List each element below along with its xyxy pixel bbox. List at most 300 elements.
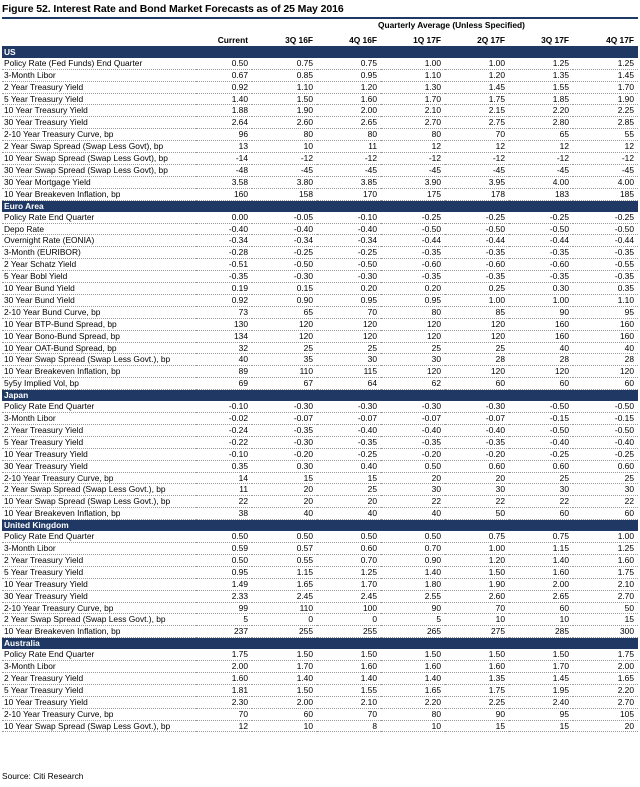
value-cell: 28 — [509, 354, 573, 366]
value-cell: 2.60 — [445, 590, 509, 602]
value-cell: 22 — [573, 496, 638, 508]
value-cell: 134 — [196, 330, 252, 342]
value-cell: 0.35 — [573, 283, 638, 295]
value-cell: 80 — [381, 129, 445, 141]
value-cell: 1.10 — [252, 81, 317, 93]
value-cell: 1.60 — [381, 661, 445, 673]
value-cell: -0.25 — [509, 448, 573, 460]
value-cell: 0.59 — [196, 542, 252, 554]
value-cell: 2.65 — [509, 590, 573, 602]
value-cell: 1.30 — [381, 81, 445, 93]
value-cell: 1.35 — [509, 69, 573, 81]
value-cell: 12 — [509, 141, 573, 153]
value-cell: 120 — [317, 330, 381, 342]
value-cell: -0.51 — [196, 259, 252, 271]
value-cell: -0.30 — [317, 271, 381, 283]
row-label: 10 Year Swap Spread (Swap Less Govt.), bp — [2, 720, 196, 732]
value-cell: 95 — [509, 708, 573, 720]
row-label: 2 Year Schatz Yield — [2, 259, 196, 271]
value-cell: 2.85 — [573, 117, 638, 129]
table-row — [2, 294, 638, 306]
value-cell: 1.60 — [196, 672, 252, 684]
value-cell: 1.50 — [252, 684, 317, 696]
value-cell: 0.30 — [509, 283, 573, 295]
value-cell: -45 — [252, 164, 317, 176]
value-cell: 1.50 — [445, 566, 509, 578]
value-cell: 2.70 — [573, 696, 638, 708]
table-row — [2, 472, 638, 484]
value-cell: 60 — [573, 378, 638, 390]
row-label: 10 Year Swap Spread (Swap Less Govt), bp — [2, 153, 196, 165]
value-cell: -12 — [381, 153, 445, 165]
value-cell: 2.10 — [381, 105, 445, 117]
value-cell: 0.75 — [445, 531, 509, 542]
value-cell: -0.30 — [381, 401, 445, 412]
value-cell: 73 — [196, 306, 252, 318]
value-cell: -0.25 — [381, 212, 445, 223]
value-cell: 0.50 — [196, 58, 252, 69]
value-cell: 2.20 — [381, 696, 445, 708]
row-label: 2 Year Swap Spread (Swap Less Govt), bp — [2, 141, 196, 153]
value-cell: 0.95 — [317, 294, 381, 306]
value-cell: 120 — [445, 366, 509, 378]
value-cell: 15 — [252, 472, 317, 484]
row-label: Depo Rate — [2, 223, 196, 235]
value-cell: 0.50 — [196, 531, 252, 542]
value-cell: 3.95 — [445, 176, 509, 188]
value-cell: 1.90 — [252, 105, 317, 117]
section-header-row — [2, 520, 638, 531]
value-cell: -0.35 — [445, 271, 509, 283]
table-row — [2, 342, 638, 354]
row-label: 30 Year Treasury Yield — [2, 460, 196, 472]
value-cell: -0.07 — [317, 413, 381, 425]
value-cell: 120 — [445, 330, 509, 342]
value-cell: 1.85 — [509, 93, 573, 105]
table-row — [2, 247, 638, 259]
value-cell: -12 — [573, 153, 638, 165]
value-cell: 0.90 — [252, 294, 317, 306]
value-cell: 1.00 — [509, 294, 573, 306]
value-cell: -0.40 — [509, 436, 573, 448]
value-cell: 15 — [509, 720, 573, 732]
value-cell: 1.70 — [317, 578, 381, 590]
value-cell: -14 — [196, 153, 252, 165]
row-label: 10 Year Breakeven Inflation, bp — [2, 188, 196, 200]
column-header-blank — [2, 35, 196, 46]
value-cell: -0.35 — [381, 247, 445, 259]
value-cell: 255 — [317, 626, 381, 638]
value-cell: 12 — [445, 141, 509, 153]
table-row — [2, 93, 638, 105]
figure-title: Figure 52. Interest Rate and Bond Market Forecasts as of 25 May 2016 — [2, 3, 344, 15]
value-cell: 12 — [381, 141, 445, 153]
value-cell: -0.34 — [252, 235, 317, 247]
table-row — [2, 578, 638, 590]
value-cell: 1.75 — [445, 684, 509, 696]
column-header: 4Q 16F — [317, 35, 381, 46]
row-label: 5 Year Treasury Yield — [2, 566, 196, 578]
row-label: 2-10 Year Treasury Curve, bp — [2, 472, 196, 484]
value-cell: 70 — [317, 306, 381, 318]
value-cell: 120 — [381, 318, 445, 330]
value-cell: 40 — [381, 508, 445, 520]
row-label: 10 Year Bund Yield — [2, 283, 196, 295]
value-cell: -0.35 — [445, 247, 509, 259]
section-title: United Kingdom — [2, 520, 638, 531]
value-cell: 1.50 — [509, 649, 573, 660]
value-cell: 40 — [509, 342, 573, 354]
value-cell: 25 — [252, 342, 317, 354]
row-label: 2 Year Swap Spread (Swap Less Govt.), bp — [2, 484, 196, 496]
value-cell: 0.19 — [196, 283, 252, 295]
value-cell: 10 — [252, 141, 317, 153]
value-cell: 1.10 — [381, 69, 445, 81]
section-title: Euro Area — [2, 200, 638, 211]
column-header: 2Q 17F — [445, 35, 509, 46]
value-cell: -0.35 — [317, 436, 381, 448]
value-cell: 10 — [509, 614, 573, 626]
column-header: 1Q 17F — [381, 35, 445, 46]
value-cell: 1.60 — [573, 554, 638, 566]
value-cell: 1.25 — [317, 566, 381, 578]
value-cell: 1.00 — [381, 58, 445, 69]
value-cell: 55 — [573, 129, 638, 141]
value-cell: 0.85 — [252, 69, 317, 81]
value-cell: 2.00 — [573, 661, 638, 673]
value-cell: 0.75 — [509, 531, 573, 542]
table-row — [2, 129, 638, 141]
table-row — [2, 684, 638, 696]
value-cell: 50 — [445, 508, 509, 520]
value-cell: 0.90 — [381, 554, 445, 566]
value-cell: 0.35 — [196, 460, 252, 472]
value-cell: 1.10 — [573, 294, 638, 306]
row-label: 3-Month Libor — [2, 542, 196, 554]
value-cell: -45 — [445, 164, 509, 176]
value-cell: 1.50 — [317, 649, 381, 660]
value-cell: 0.95 — [381, 294, 445, 306]
value-cell: 160 — [573, 318, 638, 330]
value-cell: 60 — [509, 508, 573, 520]
value-cell: 40 — [317, 508, 381, 520]
value-cell: 1.55 — [317, 684, 381, 696]
value-cell: 2.70 — [573, 590, 638, 602]
value-cell: 120 — [381, 330, 445, 342]
table-row — [2, 330, 638, 342]
value-cell: 0.50 — [317, 531, 381, 542]
column-header: Current — [196, 35, 252, 46]
value-cell: -0.44 — [381, 235, 445, 247]
table-row — [2, 566, 638, 578]
value-cell: -0.60 — [509, 259, 573, 271]
value-cell: 1.88 — [196, 105, 252, 117]
value-cell: 1.35 — [445, 672, 509, 684]
row-label: 10 Year Breakeven Inflation, bp — [2, 508, 196, 520]
value-cell: 237 — [196, 626, 252, 638]
value-cell: 20 — [252, 496, 317, 508]
table-row — [2, 235, 638, 247]
value-cell: 5 — [196, 614, 252, 626]
section-header-row — [2, 638, 638, 649]
value-cell: 2.25 — [445, 696, 509, 708]
value-cell: 2.65 — [317, 117, 381, 129]
value-cell: -0.25 — [509, 212, 573, 223]
value-cell: 2.00 — [509, 578, 573, 590]
value-cell: -0.50 — [252, 259, 317, 271]
value-cell: 40 — [573, 342, 638, 354]
value-cell: 22 — [381, 496, 445, 508]
value-cell: 1.00 — [445, 294, 509, 306]
value-cell: 15 — [573, 614, 638, 626]
table-row — [2, 81, 638, 93]
row-label: Policy Rate End Quarter — [2, 212, 196, 223]
value-cell: 22 — [509, 496, 573, 508]
value-cell: 13 — [196, 141, 252, 153]
table-row — [2, 626, 638, 638]
value-cell: 1.70 — [509, 661, 573, 673]
value-cell: 1.40 — [317, 672, 381, 684]
row-label: 2 Year Treasury Yield — [2, 672, 196, 684]
value-cell: 90 — [509, 306, 573, 318]
value-cell: 64 — [317, 378, 381, 390]
value-cell: 0.70 — [381, 542, 445, 554]
value-cell: 8 — [317, 720, 381, 732]
row-label: 2-10 Year Bund Curve, bp — [2, 306, 196, 318]
value-cell: 85 — [445, 306, 509, 318]
value-cell: 0.20 — [381, 283, 445, 295]
row-label: 3-Month Libor — [2, 661, 196, 673]
row-label: 2 Year Treasury Yield — [2, 81, 196, 93]
value-cell: 2.00 — [196, 661, 252, 673]
value-cell: -0.40 — [317, 424, 381, 436]
value-cell: -45 — [509, 164, 573, 176]
value-cell: -0.35 — [445, 436, 509, 448]
value-cell: 99 — [196, 602, 252, 614]
value-cell: -0.15 — [509, 413, 573, 425]
table-row — [2, 283, 638, 295]
value-cell: 60 — [573, 508, 638, 520]
value-cell: 20 — [252, 484, 317, 496]
value-cell: 1.15 — [509, 542, 573, 554]
value-cell: 1.65 — [381, 684, 445, 696]
value-cell: 0.30 — [252, 460, 317, 472]
value-cell: -0.35 — [573, 271, 638, 283]
row-label: 3-Month Libor — [2, 413, 196, 425]
value-cell: 10 — [445, 614, 509, 626]
value-cell: 0.50 — [252, 531, 317, 542]
value-cell: 4.00 — [573, 176, 638, 188]
row-label: 30 Year Swap Spread (Swap Less Govt), bp — [2, 164, 196, 176]
value-cell: 25 — [509, 472, 573, 484]
row-label: 10 Year Treasury Yield — [2, 578, 196, 590]
value-cell: -0.10 — [317, 212, 381, 223]
value-cell: 1.60 — [445, 661, 509, 673]
column-header: 4Q 17F — [573, 35, 638, 46]
value-cell: 120 — [317, 318, 381, 330]
table-row — [2, 69, 638, 81]
row-label: 10 Year Swap Spread (Swap Less Govt.), bp — [2, 496, 196, 508]
value-cell: 160 — [573, 330, 638, 342]
value-cell: 30 — [509, 484, 573, 496]
value-cell: 0.50 — [196, 554, 252, 566]
value-cell: -0.35 — [573, 247, 638, 259]
table-row — [2, 672, 638, 684]
value-cell: -0.22 — [196, 436, 252, 448]
value-cell: -0.07 — [252, 413, 317, 425]
value-cell: 1.75 — [196, 649, 252, 660]
row-label: 5 Year Treasury Yield — [2, 436, 196, 448]
table-row — [2, 117, 638, 129]
value-cell: 20 — [317, 496, 381, 508]
value-cell: 0 — [317, 614, 381, 626]
value-cell: -45 — [317, 164, 381, 176]
value-cell: -0.20 — [445, 448, 509, 460]
value-cell: -12 — [445, 153, 509, 165]
row-label: 5y5y Implied Vol, bp — [2, 378, 196, 390]
value-cell: 25 — [381, 342, 445, 354]
table-row — [2, 176, 638, 188]
value-cell: 120 — [445, 318, 509, 330]
value-cell: -0.07 — [445, 413, 509, 425]
value-cell: 2.00 — [317, 105, 381, 117]
value-cell: 1.80 — [381, 578, 445, 590]
value-cell: 1.75 — [573, 566, 638, 578]
value-cell: -0.35 — [381, 271, 445, 283]
value-cell: 105 — [573, 708, 638, 720]
value-cell: 11 — [317, 141, 381, 153]
table-row — [2, 188, 638, 200]
value-cell: 30 — [381, 354, 445, 366]
table-row — [2, 508, 638, 520]
value-cell: 183 — [509, 188, 573, 200]
value-cell: -0.30 — [252, 271, 317, 283]
value-cell: -0.35 — [381, 436, 445, 448]
value-cell: 1.95 — [509, 684, 573, 696]
value-cell: 1.45 — [445, 81, 509, 93]
value-cell: -0.28 — [196, 247, 252, 259]
section-title: Australia — [2, 638, 638, 649]
value-cell: 30 — [317, 354, 381, 366]
value-cell: 0.55 — [252, 554, 317, 566]
value-cell: -0.25 — [317, 247, 381, 259]
row-label: 10 Year OAT-Bund Spread, bp — [2, 342, 196, 354]
value-cell: -0.30 — [252, 401, 317, 412]
table-body — [2, 46, 638, 732]
row-label: 2 Year Swap Spread (Swap Less Govt.), bp — [2, 614, 196, 626]
value-cell: -45 — [381, 164, 445, 176]
row-label: 2 Year Treasury Yield — [2, 424, 196, 436]
value-cell: 20 — [445, 472, 509, 484]
table-row — [2, 590, 638, 602]
value-cell: 1.65 — [252, 578, 317, 590]
table-row — [2, 223, 638, 235]
value-cell: 20 — [573, 720, 638, 732]
row-label: 5 Year Treasury Yield — [2, 93, 196, 105]
row-label: Policy Rate (Fed Funds) End Quarter — [2, 58, 196, 69]
value-cell: 1.45 — [573, 69, 638, 81]
value-cell: 285 — [509, 626, 573, 638]
value-cell: -0.40 — [573, 436, 638, 448]
table-row — [2, 531, 638, 542]
value-cell: 1.90 — [445, 578, 509, 590]
value-cell: 80 — [252, 129, 317, 141]
value-cell: -0.50 — [509, 424, 573, 436]
value-cell: 2.70 — [381, 117, 445, 129]
value-cell: -0.40 — [196, 223, 252, 235]
value-cell: 1.15 — [252, 566, 317, 578]
value-cell: -0.34 — [317, 235, 381, 247]
value-cell: 1.25 — [509, 58, 573, 69]
value-cell: 28 — [445, 354, 509, 366]
value-cell: 2.00 — [252, 696, 317, 708]
value-cell: -0.10 — [196, 448, 252, 460]
value-cell: -0.50 — [509, 223, 573, 235]
table-row — [2, 259, 638, 271]
table-row — [2, 306, 638, 318]
value-cell: 2.20 — [509, 105, 573, 117]
row-label: 30 Year Bund Yield — [2, 294, 196, 306]
row-label: Policy Rate End Quarter — [2, 401, 196, 412]
value-cell: 30 — [381, 484, 445, 496]
table-row — [2, 58, 638, 69]
value-cell: 22 — [445, 496, 509, 508]
value-cell: -0.40 — [445, 424, 509, 436]
row-label: 10 Year Swap Spread (Swap Less Govt.), bp — [2, 354, 196, 366]
value-cell: -0.50 — [573, 401, 638, 412]
value-cell: 160 — [196, 188, 252, 200]
value-cell: 2.60 — [252, 117, 317, 129]
row-label: 10 Year Treasury Yield — [2, 448, 196, 460]
value-cell: 0.40 — [317, 460, 381, 472]
table-row — [2, 649, 638, 660]
value-cell: 40 — [196, 354, 252, 366]
value-cell: -0.05 — [252, 212, 317, 223]
table-row — [2, 708, 638, 720]
row-label: 2-10 Year Treasury Curve, bp — [2, 602, 196, 614]
value-cell: 5 — [381, 614, 445, 626]
table-row — [2, 378, 638, 390]
value-cell: 1.00 — [445, 58, 509, 69]
value-cell: 0.95 — [196, 566, 252, 578]
value-cell: 60 — [445, 378, 509, 390]
value-cell: 1.60 — [317, 661, 381, 673]
row-label: Overnight Rate (EONIA) — [2, 235, 196, 247]
value-cell: 255 — [252, 626, 317, 638]
row-label: Policy Rate End Quarter — [2, 531, 196, 542]
value-cell: 185 — [573, 188, 638, 200]
value-cell: 0.95 — [317, 69, 381, 81]
value-cell: 32 — [196, 342, 252, 354]
value-cell: 1.90 — [573, 93, 638, 105]
table-row — [2, 720, 638, 732]
value-cell: 1.25 — [573, 542, 638, 554]
value-cell: -0.25 — [573, 212, 638, 223]
row-label: 10 Year Breakeven Inflation, bp — [2, 626, 196, 638]
value-cell: 178 — [445, 188, 509, 200]
table-row — [2, 448, 638, 460]
value-cell: 20 — [381, 472, 445, 484]
value-cell: 120 — [252, 330, 317, 342]
value-cell: 1.75 — [573, 649, 638, 660]
quarterly-average-header: Quarterly Average (Unless Specified) — [378, 20, 525, 30]
value-cell: 2.20 — [573, 684, 638, 696]
value-cell: 70 — [317, 708, 381, 720]
value-cell: 90 — [445, 708, 509, 720]
table-row — [2, 484, 638, 496]
table-row — [2, 401, 638, 412]
value-cell: 3.80 — [252, 176, 317, 188]
